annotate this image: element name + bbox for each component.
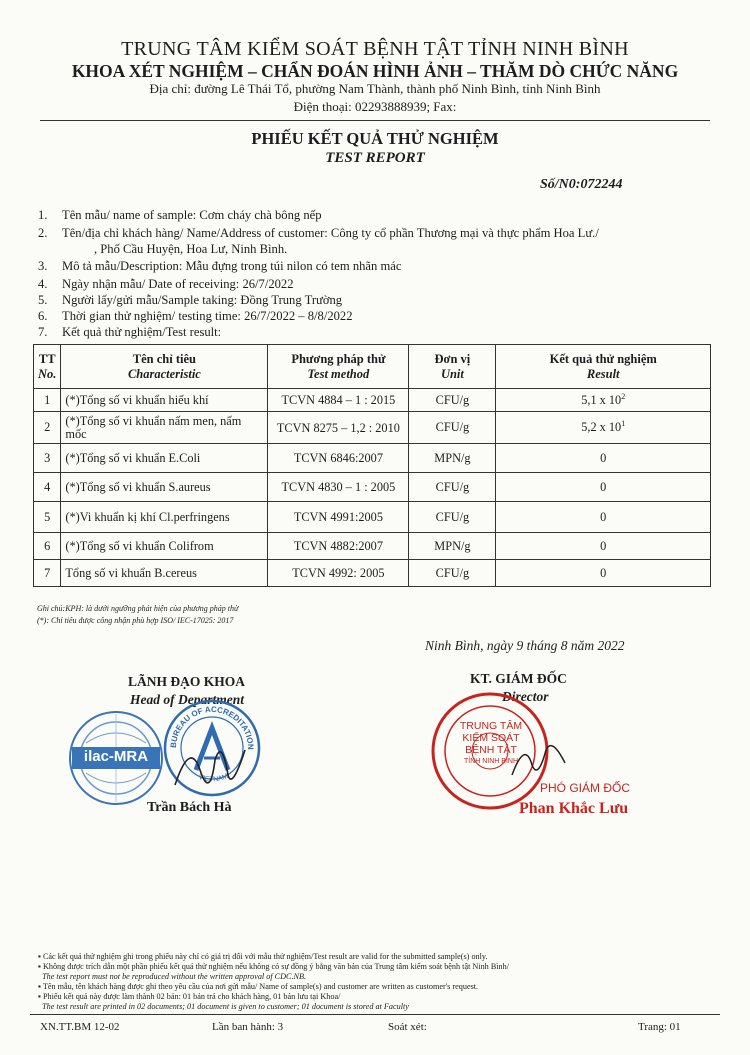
edition: Lần ban hành: 3 <box>212 1021 284 1033</box>
cell-no: 1 <box>34 389 61 412</box>
cell-result: 0 <box>496 502 711 533</box>
cell-no: 5 <box>34 502 61 533</box>
note-line: (*): Chỉ tiêu được công nhận phù hợp ISO/ IEC-17025: 2017 <box>37 616 234 625</box>
cell-no: 7 <box>34 560 61 587</box>
note-line: Ghi chú:KPH: là dưới ngưỡng phát hiện của phương pháp thử <box>37 604 239 613</box>
report-title-en: TEST REPORT <box>325 150 425 166</box>
cell-characteristic: Tổng số vi khuẩn B.cereus <box>61 560 268 587</box>
ilac-logo-text: ilac-MRA <box>83 748 149 765</box>
cell-result: 5,2 x $10^1$ <box>496 412 711 444</box>
cell-method: TCVN 4992: 2005 <box>268 560 409 587</box>
cell-characteristic: (*)Tổng số vi khuẩn E.Coli <box>61 444 268 473</box>
head-title-vi: LÃNH ĐẠO KHOA <box>128 674 246 689</box>
seal-text: BUREAU OF ACCREDITATION <box>168 704 256 750</box>
address-line: Địa chỉ: đường Lê Thái Tổ, phường Nam Thành, thành phố Ninh Bình, tỉnh Ninh Bình <box>149 81 601 96</box>
cell-method: TCVN 4830 – 1 : 2005 <box>268 473 409 502</box>
header-divider <box>40 120 710 121</box>
cell-characteristic: (*)Vi khuẩn kị khí Cl.perfringens <box>61 502 268 533</box>
cell-method: TCVN 4884 – 1 : 2015 <box>268 389 409 412</box>
cell-method: TCVN 4882:2007 <box>268 533 409 560</box>
reviewed: Soát xét: <box>388 1021 427 1033</box>
cell-result: 0 <box>496 444 711 473</box>
cell-unit: CFU/g <box>409 502 496 533</box>
cell-unit: MPN/g <box>409 444 496 473</box>
cell-characteristic: (*)Tổng số vi khuẩn Colifrom <box>61 533 268 560</box>
footnote: ▪ Không được trích dẫn một phần phiếu kết quả thử nghiệm nếu không có sự đồng ý bằng văn bản của Trung tâm kiểm soát bệnh tật Ninh Bình/ <box>38 962 510 971</box>
footnotes <box>38 952 728 1012</box>
cell-no: 3 <box>34 444 61 473</box>
cell-characteristic: (*)Tổng số vi khuẩn hiếu khí <box>61 389 268 412</box>
cell-characteristic: (*)Tổng số vi khuẩn nấm men, nấm mốc <box>61 412 268 444</box>
org-name: TRUNG TÂM KIỂM SOÁT BỆNH TẬT TỈNH NINH BÌNH <box>121 38 629 60</box>
cell-method: TCVN 8275 – 1,2 : 2010 <box>268 412 409 444</box>
director-title-vi: KT. GIÁM ĐỐC <box>470 671 567 686</box>
ilac-logo <box>66 708 166 808</box>
col-header-characteristic: Tên chỉ tiêu Characteristic <box>61 345 268 389</box>
footer-divider <box>30 1014 720 1015</box>
table-row <box>34 412 711 444</box>
department-name: KHOA XÉT NGHIỆM – CHẨN ĐOÁN HÌNH ẢNH – THĂM DÒ CHỨC NĂNG <box>71 61 679 81</box>
cell-no: 4 <box>34 473 61 502</box>
footnote: ▪ Các kết quả thử nghiệm ghi trong phiếu này chỉ có giá trị đối với mẫu thử nghiệm/Test result are valid for the submitted sample(s) only. <box>38 952 488 961</box>
page-number: Trang: 01 <box>638 1021 681 1033</box>
table-row <box>34 502 711 533</box>
table-row <box>34 389 711 412</box>
cell-no: 6 <box>34 533 61 560</box>
cell-method: TCVN 6846:2007 <box>268 444 409 473</box>
head-title-en: Head of Department <box>130 692 244 707</box>
cell-no: 2 <box>34 412 61 444</box>
head-name: Trần Bách Hà <box>147 800 232 815</box>
col-header-unit: Đơn vị Unit <box>409 345 496 389</box>
col-header-method: Phương pháp thử Test method <box>268 345 409 389</box>
cell-result: 5,1 x $10^2$ <box>496 389 711 412</box>
left-signature <box>170 730 250 800</box>
cell-unit: CFU/g <box>409 412 496 444</box>
cell-unit: CFU/g <box>409 473 496 502</box>
cell-unit: MPN/g <box>409 533 496 560</box>
phone-line: Điện thoại: 02293888939; Fax: <box>293 99 457 114</box>
footnote: ▪ Phiếu kết quả này được làm thành 02 bản: 01 bản trả cho khách hàng, 01 bản lưu tại Khoa/ <box>38 992 341 1001</box>
report-title-vi: PHIẾU KẾT QUẢ THỬ NGHIỆM <box>251 129 499 148</box>
col-header-result: Kết quả thử nghiệm Result <box>496 345 711 389</box>
table-row <box>34 473 711 502</box>
cell-result: 0 <box>496 473 711 502</box>
director-title-en: Director <box>502 689 549 704</box>
cell-characteristic: (*)Tổng số vi khuẩn S.aureus <box>61 473 268 502</box>
report-number: Số/N0:072244 <box>540 177 623 192</box>
form-code: XN.TT.BM 12-02 <box>40 1021 120 1033</box>
director-name: Phan Khắc Lưu <box>519 800 629 817</box>
cell-result: 0 <box>496 533 711 560</box>
cell-method: TCVN 4991:2005 <box>268 502 409 533</box>
deputy-title: PHÓ GIÁM ĐỐC <box>540 781 631 795</box>
footnote: The test result are printed in 02 documents; 01 document is given to customer; 01 document is stored at Faculty <box>42 1002 409 1011</box>
cell-unit: CFU/g <box>409 389 496 412</box>
table-row <box>34 444 711 473</box>
cell-result: 0 <box>496 560 711 587</box>
table-row <box>34 533 711 560</box>
footnote: The test report must not be reproduced without the written approval of CDC.NB. <box>42 972 307 981</box>
date-line: Ninh Bình, ngày 9 tháng 8 năm 2022 <box>425 638 625 653</box>
seal-bottom-text: VIETNAM <box>197 772 230 784</box>
table-header-row <box>34 345 711 389</box>
results-table <box>33 344 711 587</box>
col-header-no: TT No. <box>34 345 61 389</box>
stamp-text: TRUNG TÂM KIỂM SOÁT BỆNH TẬT TỈNH NINH BÌNH <box>459 720 523 765</box>
right-signature <box>510 735 570 785</box>
footnote: ▪ Tên mẫu, tên khách hàng được ghi theo yêu cầu của nơi gửi mẫu/ Name of sample(s) and customer are written as customer's request. <box>38 982 479 991</box>
table-row <box>34 560 711 587</box>
cell-unit: CFU/g <box>409 560 496 587</box>
